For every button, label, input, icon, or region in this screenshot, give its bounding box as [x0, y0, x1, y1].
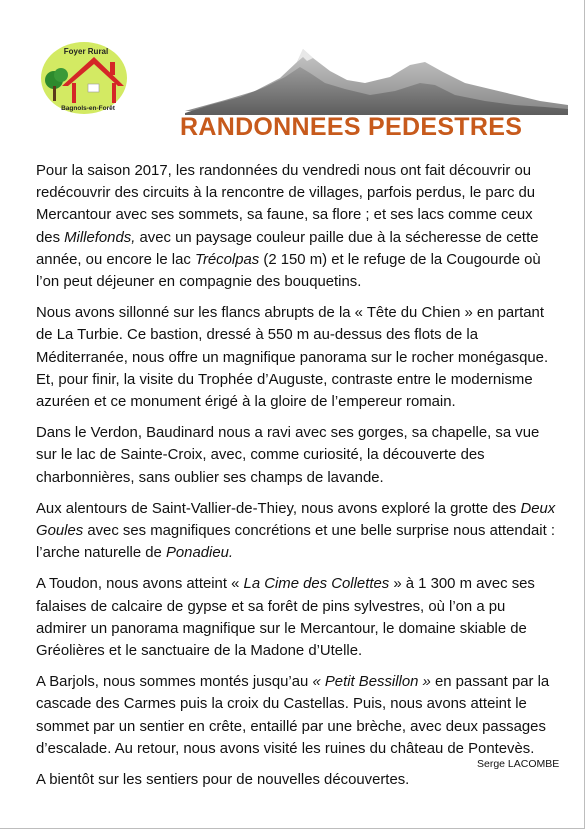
logo-line1: Foyer Rural — [63, 47, 109, 56]
house-door — [88, 84, 99, 92]
paragraph-4-italic-a: Deux Goules — [36, 500, 556, 540]
tree-crown-2 — [54, 68, 68, 82]
house-wall-left — [72, 83, 76, 103]
paragraph-1 — [36, 160, 556, 293]
paragraph-3-text: Dans le Verdon, Baudinard nous a ravi avec ses gorges, sa chapelle, sa vue sur le lac de Sainte-Croix, avec, comme curiosité, la découverte des charbonnières, sans oublier ses champs de lavande. — [36, 425, 540, 486]
paragraph-1-text-a: Pour la saison 2017, les randonnées du vendredi nous ont fait découvrir ou redécouvrir des circuits à la rencontre de villages, parfois perdus, le parc du Mercantour avec ses sommets, sa faune, sa flore ; et ses lacs comme ceux des — [36, 163, 536, 246]
tree-trunk — [53, 86, 56, 101]
paragraph-3 — [36, 422, 556, 489]
paragraph-5 — [36, 573, 556, 662]
paragraph-4 — [36, 498, 556, 565]
house-wall-right — [112, 83, 116, 103]
paragraph-2 — [36, 302, 556, 413]
paragraph-1-italic-a: Millefonds, — [64, 229, 136, 246]
paragraph-6-text-b: en passant par la cascade des Carmes puis la croix du Castellas. Puis, nous avons atteint le sommet par un sentier en crête, entaillé par une brèche, avec deux passages d’escalade. Au retour, nous avons visité les ruines du château de Pontevès. — [36, 674, 550, 757]
paragraph-6-text-a: A Barjols, nous sommes montés jusqu’au — [36, 674, 313, 691]
paragraph-1-text-b: avec un paysage couleur paille due à la sécheresse de cette année, ou encore le lac — [36, 229, 539, 268]
author-signature: Serge LACOMBE — [477, 758, 560, 770]
foyer-rural-logo — [40, 40, 128, 115]
paragraph-7-text: A bientôt sur les sentiers pour de nouvelles découvertes. — [36, 772, 410, 789]
article-body — [36, 160, 556, 800]
paragraph-4-text-a: Aux alentours de Saint-Vallier-de-Thiey, nous avons exploré la grotte des — [36, 500, 521, 517]
paragraph-7 — [36, 769, 556, 791]
logo-line2: Bagnols-en-Forêt — [61, 105, 115, 112]
paragraph-6 — [36, 671, 556, 760]
paragraph-6-italic-a: « Petit Bessillon » — [312, 674, 431, 691]
paragraph-4-text-b: avec ses magnifiques concrétions et une belle surprise nous attendait : l’arche naturelle de — [36, 523, 555, 562]
page-title: RANDONNEES PEDESTRES — [180, 113, 523, 141]
paragraph-5-text-a: A Toudon, nous avons atteint « — [36, 576, 244, 593]
paragraph-5-text-b: » à 1 300 m avec ses falaises de calcaire de gypse et sa forêt de pins sylvestres, où l’on a pu admirer un panorama magnifique sur le Mercantour, le domaine skiable de Gréolières et le sanctuaire de la Madone d’Utelle. — [36, 576, 535, 660]
paragraph-1-text-c: (2 150 m) et le refuge de la Cougourde où l’on peut déjeuner en compagnie des bouquetins. — [36, 251, 541, 291]
paragraph-1-italic-b: Trécolpas — [194, 251, 260, 268]
paragraph-5-italic-a: La Cime des Collettes — [243, 576, 390, 593]
house-chimney — [110, 62, 115, 75]
paragraph-4-italic-b: Ponadieu. — [165, 545, 234, 562]
paragraph-2-text: Nous avons sillonné sur les flancs abrupts de la « Tête du Chien » en partant de La Turbie. Ce bastion, dressé à 550 m au-dessus des flots de la Méditerranée, nous offre un magnifique panorama sur le rocher monégasque. Et, pour finir, la visite du Trophée d’Auguste, contraste entre le modernisme azuréen et ce monument érigé à la gloire de l’empereur romain. — [36, 305, 549, 411]
